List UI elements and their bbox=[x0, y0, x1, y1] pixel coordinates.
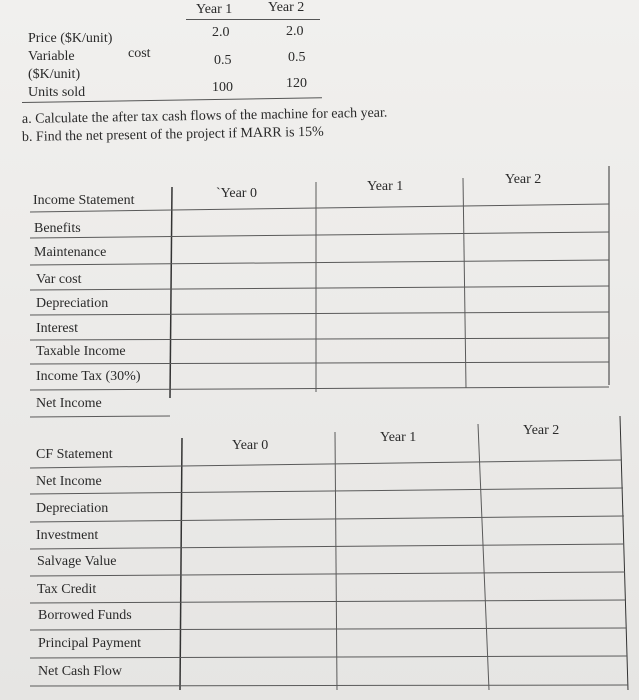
income-row-label: Depreciation bbox=[36, 296, 109, 311]
param-value-units-y2: 120 bbox=[286, 76, 307, 91]
param-value-varcost-y2: 0.5 bbox=[288, 50, 306, 65]
income-row-label: Var cost bbox=[36, 272, 82, 287]
cf-header-year0: Year 0 bbox=[232, 438, 269, 453]
param-value-varcost-y1: 0.5 bbox=[214, 53, 232, 68]
cf-row-label: Net Income bbox=[36, 474, 102, 489]
param-label-variable: Variable bbox=[28, 49, 75, 64]
income-row-label: Net Income bbox=[36, 396, 102, 411]
income-row-label: Taxable Income bbox=[36, 344, 126, 359]
cf-row-label: Borrowed Funds bbox=[38, 608, 132, 623]
question-b: b. Find the net present of the project if MARR is 15% bbox=[21, 124, 324, 145]
param-label-units: ($K/unit) bbox=[28, 67, 81, 82]
param-value-price-y1: 2.0 bbox=[212, 25, 230, 40]
income-row-label: Benefits bbox=[34, 221, 81, 236]
income-header-year0: `Year 0 bbox=[216, 186, 257, 201]
cf-header-year2: Year 2 bbox=[523, 423, 560, 438]
param-header-year1: Year 1 bbox=[196, 2, 233, 17]
param-label-cost: cost bbox=[128, 46, 151, 61]
income-statement-title: Income Statement bbox=[33, 193, 135, 208]
param-label-price: Price ($K/unit) bbox=[28, 31, 113, 46]
cf-header-year1: Year 1 bbox=[380, 430, 417, 445]
income-row-label: Interest bbox=[36, 321, 78, 336]
cf-statement-title: CF Statement bbox=[36, 447, 113, 462]
cf-row-label: Principal Payment bbox=[38, 636, 142, 651]
question-a: a. Calculate the after tax cash flows of the machine for each year. bbox=[21, 105, 388, 127]
cf-row-label: Salvage Value bbox=[37, 554, 117, 569]
cf-row-label: Investment bbox=[36, 528, 99, 543]
param-label-units-sold: Units sold bbox=[28, 85, 86, 100]
param-header-year2: Year 2 bbox=[268, 0, 305, 15]
income-row-label: Income Tax (30%) bbox=[36, 369, 141, 384]
param-value-units-y1: 100 bbox=[212, 80, 233, 95]
cf-row-label: Tax Credit bbox=[37, 582, 97, 597]
cf-row-label: Net Cash Flow bbox=[38, 664, 122, 679]
cf-row-label: Depreciation bbox=[36, 501, 109, 516]
income-row-label: Maintenance bbox=[34, 245, 107, 260]
income-header-year1: Year 1 bbox=[367, 179, 404, 194]
param-value-price-y2: 2.0 bbox=[286, 24, 304, 39]
income-header-year2: Year 2 bbox=[505, 172, 542, 187]
